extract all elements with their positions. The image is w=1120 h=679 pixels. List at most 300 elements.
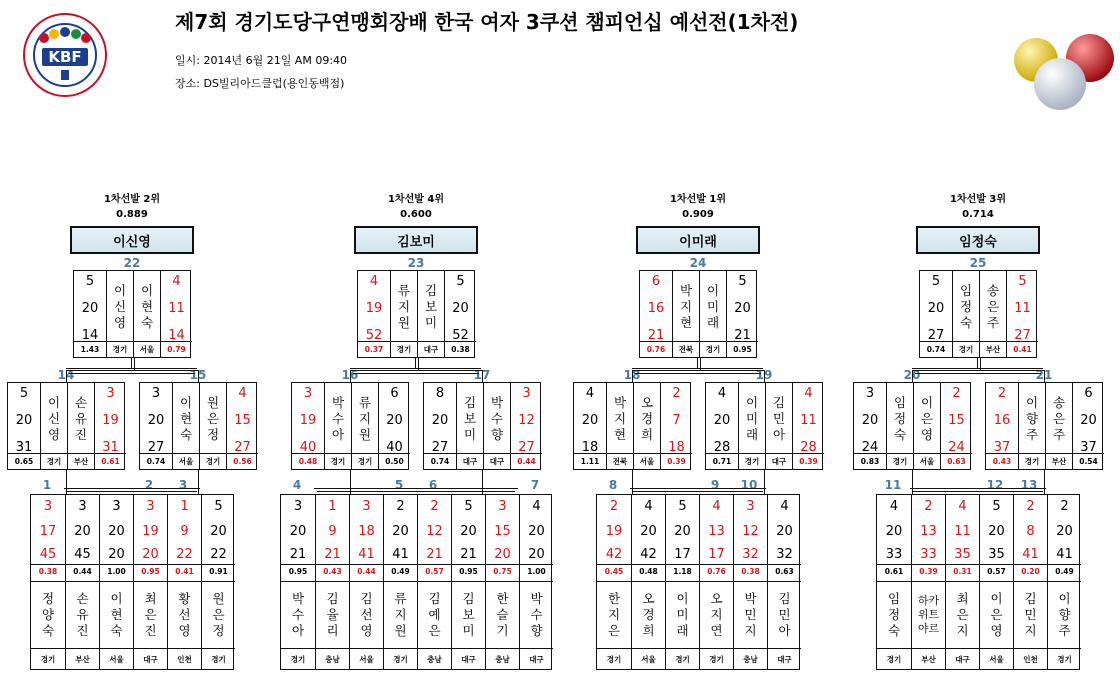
score-score: 27 bbox=[431, 440, 449, 455]
player-name-char: 임 bbox=[959, 283, 973, 298]
region-cell: 대구 bbox=[484, 453, 510, 469]
player-name-char: 리 bbox=[326, 622, 339, 638]
player-name-char: 민 bbox=[1024, 606, 1037, 622]
score-inning: 2 bbox=[924, 499, 933, 514]
match-number: 1 bbox=[42, 478, 52, 492]
score-score: 31 bbox=[15, 440, 33, 455]
match-number: 2 bbox=[144, 478, 154, 492]
score-target: 15 bbox=[494, 524, 511, 539]
score-target: 20 bbox=[289, 524, 307, 539]
player-name-char: 지 bbox=[956, 622, 969, 638]
score-inning: 6 bbox=[651, 274, 661, 289]
score-target: 20 bbox=[386, 413, 403, 428]
player-name-char: 이 bbox=[706, 283, 720, 298]
player-name-area bbox=[1014, 581, 1047, 647]
first-round-grid bbox=[596, 494, 800, 670]
region-cell: 대구 bbox=[457, 453, 483, 469]
score-target: 11 bbox=[168, 301, 185, 316]
player-name-column bbox=[672, 271, 699, 357]
player-name-column bbox=[1045, 383, 1072, 469]
score-target: 20 bbox=[431, 413, 449, 428]
player-name-area bbox=[350, 581, 383, 647]
score-inning: 4 bbox=[585, 386, 595, 401]
player-name-char: 래 bbox=[706, 315, 720, 330]
region-cell: 서울 bbox=[914, 453, 940, 469]
player-name-char: 은 bbox=[428, 622, 441, 638]
score-column bbox=[74, 271, 106, 357]
match-number: 7 bbox=[530, 478, 540, 492]
score-score: 41 bbox=[1022, 547, 1039, 562]
player-name bbox=[418, 275, 444, 339]
score-target: 20 bbox=[147, 413, 165, 428]
player-name bbox=[1019, 387, 1045, 451]
score-inning: 2 bbox=[1026, 499, 1035, 514]
player-name-char: 숙 bbox=[893, 427, 907, 442]
score-inning: 3 bbox=[106, 386, 115, 401]
score-score: 42 bbox=[605, 547, 623, 562]
score-score: 14 bbox=[81, 328, 99, 343]
first-round-column bbox=[945, 495, 979, 669]
score-score: 20 bbox=[108, 547, 125, 562]
average-cell: 0.57 bbox=[418, 564, 451, 578]
match-card bbox=[423, 382, 541, 470]
seed-label: 1차선발 4위 bbox=[387, 194, 445, 205]
player-name-area bbox=[946, 581, 979, 647]
score-inning: 3 bbox=[43, 499, 53, 514]
score-column bbox=[510, 383, 542, 469]
player-name-char: 선 bbox=[360, 606, 373, 622]
billiard-balls-image bbox=[1008, 30, 1118, 112]
score-score: 45 bbox=[39, 547, 57, 562]
score-target: 20 bbox=[108, 524, 125, 539]
match-number: 3 bbox=[178, 478, 188, 492]
player-name-column bbox=[738, 383, 765, 469]
player-name-char: 향 bbox=[490, 427, 504, 442]
player-name-char: 수 bbox=[530, 606, 543, 622]
bracket-line bbox=[912, 370, 1044, 371]
player-name-char: 수 bbox=[331, 411, 345, 426]
average-cell: 0.45 bbox=[597, 564, 631, 578]
region-cell: 경기 bbox=[1048, 648, 1081, 669]
region-cell: 대구 bbox=[520, 648, 553, 669]
score-target: 20 bbox=[988, 524, 1005, 539]
player-name-column bbox=[456, 383, 483, 469]
match-number: 18 bbox=[623, 368, 641, 382]
average-cell: 0.37 bbox=[358, 341, 390, 357]
player-name-area bbox=[168, 581, 201, 647]
player-name-char: 류 bbox=[397, 283, 411, 298]
score-target: 18 bbox=[358, 524, 375, 539]
player-name-char: 유 bbox=[74, 411, 88, 426]
score-target: 12 bbox=[426, 524, 443, 539]
player-name bbox=[700, 275, 726, 339]
score-column bbox=[1072, 383, 1104, 469]
page-title: 제7회 경기도당구연맹회장배 한국 여자 3쿠션 챔피언십 예선전(1차전) bbox=[175, 10, 799, 34]
player-name-char: 이 bbox=[1025, 395, 1039, 410]
region-cell: 대구 bbox=[418, 341, 444, 357]
region-cell: 경기 bbox=[200, 453, 226, 469]
match-card bbox=[985, 382, 1103, 470]
player-name-char: 주 bbox=[1052, 427, 1066, 442]
score-score: 20 bbox=[528, 547, 545, 562]
first-round-column bbox=[451, 495, 485, 669]
score-target: 20 bbox=[392, 524, 409, 539]
score-inning: 5 bbox=[678, 499, 687, 514]
score-score: 20 bbox=[494, 547, 511, 562]
player-name-char: 래 bbox=[676, 622, 689, 638]
average-cell: 0.50 bbox=[379, 453, 410, 469]
player-name-char: 손 bbox=[76, 590, 89, 606]
match-number: 6 bbox=[428, 478, 438, 492]
score-target: 20 bbox=[674, 524, 691, 539]
match-card bbox=[357, 270, 475, 358]
first-round-column bbox=[133, 495, 167, 669]
region-cell: 경기 bbox=[666, 648, 699, 669]
score-inning: 6 bbox=[390, 386, 399, 401]
score-target: 20 bbox=[776, 524, 793, 539]
match-card bbox=[7, 382, 125, 470]
match-number: 21 bbox=[1035, 368, 1053, 382]
player-name-char: 지 bbox=[679, 299, 693, 314]
player-name-char: 은 bbox=[206, 411, 220, 426]
match-card bbox=[639, 270, 757, 358]
player-name-char: 오 bbox=[710, 590, 723, 606]
first-round-column bbox=[65, 495, 99, 669]
region-cell: 경기 bbox=[700, 341, 726, 357]
player-name-char: 향 bbox=[1025, 411, 1039, 426]
player-name-char: 은 bbox=[920, 411, 934, 426]
first-round-column bbox=[979, 495, 1013, 669]
average-cell: 0.74 bbox=[140, 453, 172, 469]
score-score: 41 bbox=[1056, 547, 1073, 562]
average-cell: 1.00 bbox=[100, 564, 133, 578]
score-score: 27 bbox=[518, 440, 535, 455]
player-name-char: 미 bbox=[424, 315, 438, 330]
player-name-char: 희 bbox=[642, 622, 655, 638]
region-cell: 경기 bbox=[887, 453, 913, 469]
score-target: 17 bbox=[39, 524, 57, 539]
bracket-line bbox=[635, 373, 761, 374]
bracket-line bbox=[977, 358, 978, 368]
player-name-area bbox=[912, 581, 945, 647]
average-cell: 0.43 bbox=[986, 453, 1018, 469]
average-cell: 0.44 bbox=[511, 453, 542, 469]
kbf-logo bbox=[22, 12, 108, 98]
score-column bbox=[358, 271, 390, 357]
player-name-char: 경 bbox=[642, 606, 655, 622]
score-inning: 3 bbox=[293, 499, 303, 514]
player-name-char: 아 bbox=[291, 622, 305, 638]
player-name-char: 카 bbox=[928, 593, 940, 607]
player-name-char: 보 bbox=[424, 299, 438, 314]
score-inning: 4 bbox=[238, 386, 247, 401]
bracket-line bbox=[697, 358, 698, 368]
player-name-char: 슬 bbox=[496, 606, 509, 622]
region-cell: 서울 bbox=[632, 648, 665, 669]
score-score: 37 bbox=[1080, 440, 1097, 455]
average-cell: 0.95 bbox=[134, 564, 167, 578]
average-cell: 0.91 bbox=[202, 564, 235, 578]
player-name bbox=[980, 275, 1006, 339]
region-cell: 충남 bbox=[486, 648, 519, 669]
average-cell: 0.56 bbox=[227, 453, 258, 469]
player-name-char: 정 bbox=[887, 606, 901, 622]
score-inning: 3 bbox=[78, 499, 87, 514]
player-name-char: 송 bbox=[1052, 395, 1066, 410]
score-inning: 5 bbox=[738, 274, 747, 289]
player-name-char: 보 bbox=[462, 606, 475, 622]
player-name-char: 지 bbox=[394, 606, 407, 622]
score-target: 20 bbox=[581, 413, 599, 428]
average-cell: 0.63 bbox=[941, 453, 972, 469]
score-score: 42 bbox=[640, 547, 657, 562]
player-name-char: 숙 bbox=[41, 622, 55, 638]
player-name-area bbox=[1048, 581, 1081, 647]
player-name-char: 아 bbox=[772, 427, 786, 442]
score-column bbox=[986, 383, 1018, 469]
bracket-line bbox=[353, 373, 479, 374]
bracket-line bbox=[317, 491, 515, 492]
score-target: 20 bbox=[210, 524, 227, 539]
match-number: 12 bbox=[986, 478, 1004, 492]
bracket-line bbox=[913, 491, 1043, 492]
score-score: 27 bbox=[147, 440, 165, 455]
region-cell: 전북 bbox=[607, 453, 633, 469]
score-inning: 4 bbox=[804, 386, 813, 401]
region-cell: 서울 bbox=[100, 648, 133, 669]
first-round-column bbox=[315, 495, 349, 669]
average-cell: 0.44 bbox=[350, 564, 383, 578]
player-name-part bbox=[918, 594, 929, 636]
score-target: 7 bbox=[672, 413, 681, 428]
player-name-char: 이 bbox=[745, 395, 759, 410]
player-name-char: 김 bbox=[772, 395, 786, 410]
average-cell: 0.39 bbox=[912, 564, 945, 578]
player-name bbox=[1046, 387, 1072, 451]
score-inning: 5 bbox=[85, 274, 95, 289]
player-name-area bbox=[100, 581, 133, 647]
player-name-char: 김 bbox=[1024, 590, 1037, 606]
player-name-char: 미 bbox=[745, 411, 759, 426]
player-name-char: 숙 bbox=[179, 427, 193, 442]
player-name-char: 양 bbox=[41, 606, 55, 622]
group-winner-box: 김보미 bbox=[354, 226, 478, 254]
score-column bbox=[378, 383, 410, 469]
match-number: 8 bbox=[608, 478, 618, 492]
average-cell: 1.00 bbox=[520, 564, 553, 578]
player-name-char: 숙 bbox=[887, 622, 901, 638]
score-target: 20 bbox=[1056, 524, 1073, 539]
first-round-column bbox=[31, 495, 65, 669]
bracket-line bbox=[66, 370, 198, 371]
region-cell: 서울 bbox=[173, 453, 199, 469]
score-inning: 2 bbox=[1060, 499, 1069, 514]
first-round-column bbox=[519, 495, 553, 669]
score-score: 33 bbox=[885, 547, 903, 562]
player-name-char: 은 bbox=[607, 622, 621, 638]
bracket-line bbox=[632, 370, 764, 371]
first-round-grid bbox=[30, 494, 234, 670]
score-inning: 5 bbox=[464, 499, 473, 514]
player-name-area bbox=[202, 581, 235, 647]
first-round-column bbox=[1047, 495, 1081, 669]
player-name-char: 진 bbox=[74, 427, 88, 442]
average-cell: 0.95 bbox=[452, 564, 485, 578]
match-card bbox=[139, 382, 257, 470]
player-name bbox=[953, 275, 979, 339]
player-name-char: 향 bbox=[1058, 606, 1071, 622]
match-number: 4 bbox=[292, 478, 302, 492]
region-cell: 대구 bbox=[452, 648, 485, 669]
first-round-grid bbox=[876, 494, 1080, 670]
player-name-area bbox=[316, 581, 349, 647]
score-target: 11 bbox=[954, 524, 971, 539]
score-target: 19 bbox=[299, 413, 317, 428]
score-column bbox=[706, 383, 738, 469]
score-target: 13 bbox=[708, 524, 725, 539]
match-number: 20 bbox=[903, 368, 921, 382]
score-score: 28 bbox=[713, 440, 731, 455]
seed-average: 0.714 bbox=[962, 209, 994, 220]
player-name-char: 이 bbox=[920, 395, 934, 410]
score-column bbox=[726, 271, 758, 357]
bracket-line bbox=[69, 373, 195, 374]
player-name bbox=[766, 387, 792, 451]
player-name-char: 미 bbox=[706, 299, 720, 314]
bracket-line bbox=[350, 368, 481, 369]
first-round-column bbox=[383, 495, 417, 669]
score-target: 20 bbox=[927, 301, 945, 316]
player-name-area bbox=[452, 581, 485, 647]
seed-average: 0.889 bbox=[116, 209, 148, 220]
score-target: 19 bbox=[365, 301, 383, 316]
player-name-char: 영 bbox=[360, 622, 373, 638]
player-name bbox=[134, 275, 160, 339]
region-cell: 경기 bbox=[325, 453, 351, 469]
score-inning: 4 bbox=[369, 274, 379, 289]
score-column bbox=[292, 383, 324, 469]
player-name-char: 연 bbox=[710, 622, 723, 638]
score-column bbox=[444, 271, 476, 357]
player-name-char: 예 bbox=[428, 606, 441, 622]
score-score: 24 bbox=[861, 440, 879, 455]
score-target: 11 bbox=[1014, 301, 1031, 316]
player-name-char: 트 bbox=[928, 607, 940, 621]
player-name-char: 원 bbox=[212, 590, 225, 606]
seed-label: 1차선발 3위 bbox=[949, 194, 1007, 205]
player-name-area bbox=[418, 581, 451, 647]
player-name-char: 원 bbox=[397, 315, 411, 330]
bracket-line bbox=[350, 370, 482, 371]
first-round-column bbox=[281, 495, 315, 669]
average-cell: 0.48 bbox=[632, 564, 665, 578]
player-name-char: 김 bbox=[463, 395, 477, 410]
region-cell: 경기 bbox=[391, 341, 417, 357]
score-inning: 5 bbox=[992, 499, 1001, 514]
match-number: 14 bbox=[57, 368, 75, 382]
score-column bbox=[792, 383, 824, 469]
first-round-column bbox=[349, 495, 383, 669]
first-round-column bbox=[631, 495, 665, 669]
player-name-char: 박 bbox=[744, 590, 757, 606]
average-cell: 0.76 bbox=[700, 564, 733, 578]
player-name-char: 미 bbox=[463, 427, 477, 442]
score-target: 20 bbox=[1080, 413, 1097, 428]
bracket-line bbox=[633, 491, 763, 492]
svg-text:KBF: KBF bbox=[48, 48, 82, 66]
score-target: 13 bbox=[920, 524, 937, 539]
player-name-char: 임 bbox=[893, 395, 907, 410]
score-score: 18 bbox=[581, 440, 599, 455]
average-cell: 0.65 bbox=[8, 453, 40, 469]
score-column bbox=[140, 383, 172, 469]
player-name-char: 선 bbox=[178, 606, 191, 622]
region-cell: 경기 bbox=[31, 648, 65, 669]
player-name-column bbox=[199, 383, 226, 469]
bracket-line bbox=[66, 370, 67, 382]
player-name-char: 오 bbox=[640, 395, 654, 410]
score-target: 20 bbox=[861, 413, 879, 428]
score-column bbox=[226, 383, 258, 469]
region-cell: 충남 bbox=[734, 648, 767, 669]
player-name bbox=[914, 387, 940, 451]
player-name-column bbox=[1018, 383, 1045, 469]
match-card bbox=[573, 382, 691, 470]
average-cell: 0.74 bbox=[920, 341, 952, 357]
score-target: 19 bbox=[605, 524, 623, 539]
score-score: 17 bbox=[674, 547, 691, 562]
player-name-column bbox=[133, 271, 160, 357]
player-name-char: 이 bbox=[676, 590, 689, 606]
average-cell: 0.49 bbox=[1048, 564, 1081, 578]
first-round-column bbox=[597, 495, 631, 669]
player-name-char: 미 bbox=[462, 622, 475, 638]
match-number: 17 bbox=[473, 368, 491, 382]
match-card bbox=[853, 382, 971, 470]
player-name-area bbox=[666, 581, 699, 647]
score-target: 16 bbox=[993, 413, 1011, 428]
player-name-area bbox=[768, 581, 801, 647]
score-target: 11 bbox=[800, 413, 817, 428]
player-name-char: 박 bbox=[490, 395, 504, 410]
bracket-line bbox=[912, 368, 1043, 369]
player-name-char: 류 bbox=[358, 395, 372, 410]
player-name bbox=[391, 275, 417, 339]
score-column bbox=[660, 383, 692, 469]
player-name-char: 주 bbox=[1058, 622, 1071, 638]
first-round-column bbox=[877, 495, 911, 669]
first-round-column bbox=[699, 495, 733, 669]
score-score: 35 bbox=[988, 547, 1005, 562]
average-cell: 0.61 bbox=[877, 564, 911, 578]
score-inning: 1 bbox=[180, 499, 189, 514]
score-inning: 4 bbox=[717, 386, 727, 401]
player-name-char: 지 bbox=[744, 622, 757, 638]
score-target: 20 bbox=[885, 524, 903, 539]
bracket-line bbox=[912, 370, 913, 382]
player-name-char: 이 bbox=[179, 395, 193, 410]
score-target: 9 bbox=[328, 524, 337, 539]
region-cell: 부산 bbox=[912, 648, 945, 669]
player-name-column bbox=[324, 383, 351, 469]
player-name-char: 임 bbox=[887, 590, 901, 606]
player-name-char: 이 bbox=[990, 590, 1003, 606]
match-number: 10 bbox=[740, 478, 758, 492]
region-cell: 부산 bbox=[68, 453, 94, 469]
region-cell: 서울 bbox=[134, 341, 160, 357]
bracket-line bbox=[131, 358, 132, 368]
bracket-line bbox=[632, 368, 763, 369]
